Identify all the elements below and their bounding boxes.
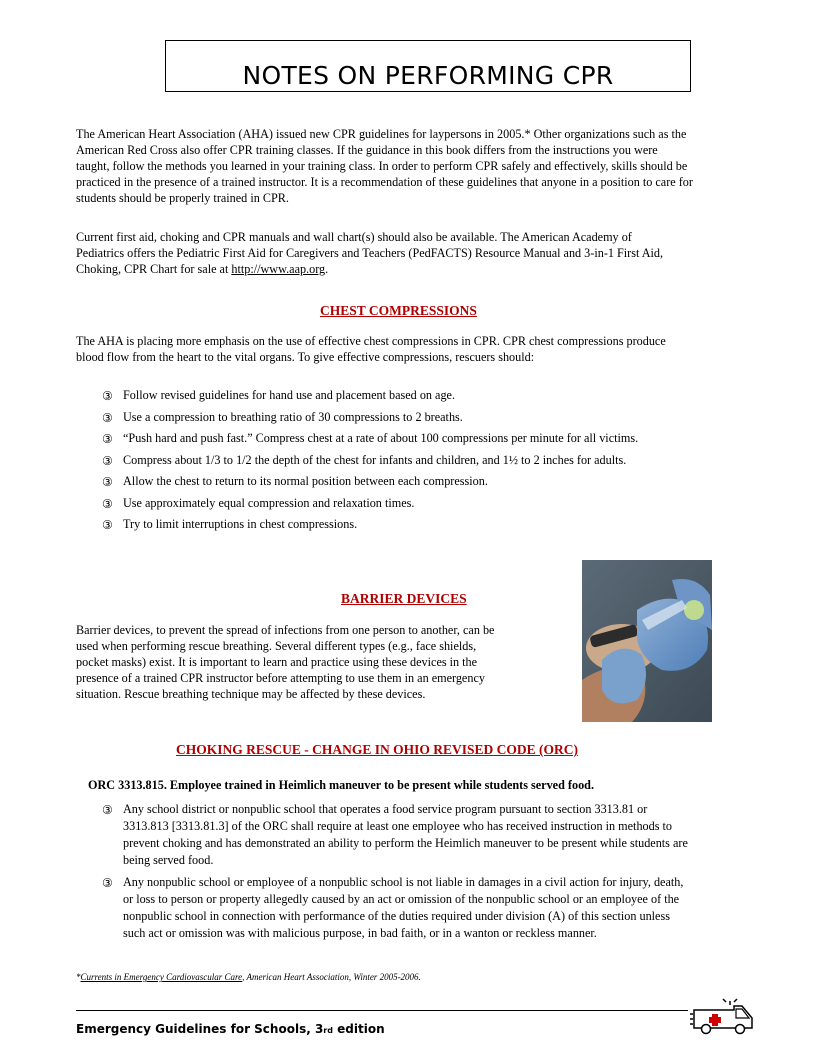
chest-bullet-list xyxy=(102,387,692,538)
chest-bullet-item xyxy=(102,495,692,512)
footnote xyxy=(76,972,421,982)
gloved-hands-cpr-mask-photo xyxy=(582,560,712,722)
barrier-paragraph: Barrier devices, to prevent the spread of infections from one person to another, can be used when performing rescue breathing. Several different types (e.g., face shields, pocket masks) exist. It is important to learn and practice using these devices in the presence of a trained CPR instructor before attempting to use them in an emergency situation. Rescue breathing technique may be affected by these devices. xyxy=(76,623,495,701)
circled-three-bullet-icon: ③ xyxy=(102,875,113,890)
chest-bullet-text: Compress about 1/3 to 1/2 the depth of the chest for infants and children, and 1½ to 2 inches for adults. xyxy=(123,452,627,467)
choking-bullet-item xyxy=(102,874,692,942)
intro-paragraph-2-end: . xyxy=(325,262,329,276)
choking-bullet-text: Any school district or nonpublic school that operates a food service program pursuant to section 3313.81 or 3313.813 [3313.81.3] of the ORC shall require at least one employee who has received instruction in methods to prevent choking and has demonstrated an ability to perform the Heimlich maneuver to be present while students are being served food. xyxy=(123,802,688,867)
circled-three-bullet-icon: ③ xyxy=(102,389,113,403)
barrier-devices-heading: BARRIER DEVICES xyxy=(341,591,467,606)
footnote-star: * xyxy=(76,972,81,982)
orc-title: ORC 3313.815. Employee trained in Heimlich maneuver to be present while students served food. xyxy=(88,778,594,792)
intro-paragraph-2-text: Current first aid, choking and CPR manuals and wall chart(s) should also be available. The American Academy of Pediatrics offers the Pediatric First Aid for Caregivers and Teachers (PedFACTS) Resource Manual and 3-in-1 First Aid, Choking, CPR Chart for sale at xyxy=(76,230,664,276)
chest-bullet-text: Use a compression to breathing ratio of 30 compressions to 2 breaths. xyxy=(123,409,463,424)
choking-rescue-heading: CHOKING RESCUE - CHANGE IN OHIO REVISED CODE (ORC) xyxy=(176,742,579,757)
footer-ordinal: rd xyxy=(323,1026,333,1035)
choking-bullet-item xyxy=(102,801,692,869)
chest-bullet-item xyxy=(102,452,692,469)
chest-bullet-text: Use approximately equal compression and relaxation times. xyxy=(123,495,415,510)
chest-compressions-heading: CHEST COMPRESSIONS xyxy=(320,303,477,318)
ambulance-icon xyxy=(690,996,756,1036)
circled-three-bullet-icon: ③ xyxy=(102,432,113,446)
footnote-rest: , American Heart Association, Winter 2005-2006. xyxy=(242,972,421,982)
circled-three-bullet-icon: ③ xyxy=(102,803,113,817)
choking-bullet-list xyxy=(102,801,692,946)
circled-three-bullet-icon: ③ xyxy=(102,410,113,425)
chest-bullet-text: Try to limit interruptions in chest compressions. xyxy=(123,517,358,531)
chest-bullet-item xyxy=(102,430,692,447)
footer-text xyxy=(76,1022,385,1036)
footnote-source: Currents in Emergency Cardiovascular Care xyxy=(80,972,243,982)
intro-paragraph-2 xyxy=(76,229,676,277)
page-title: NOTES ON PERFORMING CPR xyxy=(242,61,614,90)
circled-three-bullet-icon: ③ xyxy=(102,453,113,468)
chest-bullet-text: Follow revised guidelines for hand use and placement based on age. xyxy=(123,388,456,402)
chest-bullet-text: Allow the chest to return to its normal position between each compression. xyxy=(123,474,488,488)
footer-divider xyxy=(76,1010,688,1011)
intro-paragraph-1: The American Heart Association (AHA) issued new CPR guidelines for laypersons in 2005.* Other organizations such as the American Red Cross also offer CPR training classes. If the guidance in this book differs from the instructions you were taught, follow the methods you learned in your training class. In order to perform CPR safely and effectively, skills should be practiced in the presence of a trained instructor. It is a recommendation of these guidelines that anyone in a position to care for students should be properly trained in CPR. xyxy=(76,127,693,205)
chest-bullet-item xyxy=(102,387,692,404)
title-box xyxy=(165,40,691,92)
footer-tail: edition xyxy=(332,1022,385,1036)
footer-title: Emergency Guidelines for Schools, 3 xyxy=(76,1022,324,1036)
choking-bullet-text: Any nonpublic school or employee of a nonpublic school is not liable in damages in a civil action for injury, death, or loss to person or property allegedly caused by an act or omission of the nonpublic school or an employee of the nonpublic school in connection with performance of the duties required under division (A) of this section unless such act or omission was with malicious purpose, in bad faith, or in a wanton or reckless manner. xyxy=(123,874,684,940)
chest-bullet-text: “Push hard and push fast.” Compress chest at a rate of about 100 compressions per minute for all victims. xyxy=(123,431,639,445)
chest-bullet-item xyxy=(102,409,692,426)
chest-bullet-item xyxy=(102,516,692,533)
circled-three-bullet-icon: ③ xyxy=(102,518,113,532)
chest-bullet-item xyxy=(102,473,692,490)
aap-link[interactable]: http://www.aap.org xyxy=(231,262,326,276)
circled-three-bullet-icon: ③ xyxy=(102,496,113,511)
circled-three-bullet-icon: ③ xyxy=(102,475,113,489)
chest-intro: The AHA is placing more emphasis on the use of effective chest compressions in CPR. CPR chest compressions produce blood flow from the heart to the vital organs. To give effective compressions, rescuers should: xyxy=(76,334,666,364)
